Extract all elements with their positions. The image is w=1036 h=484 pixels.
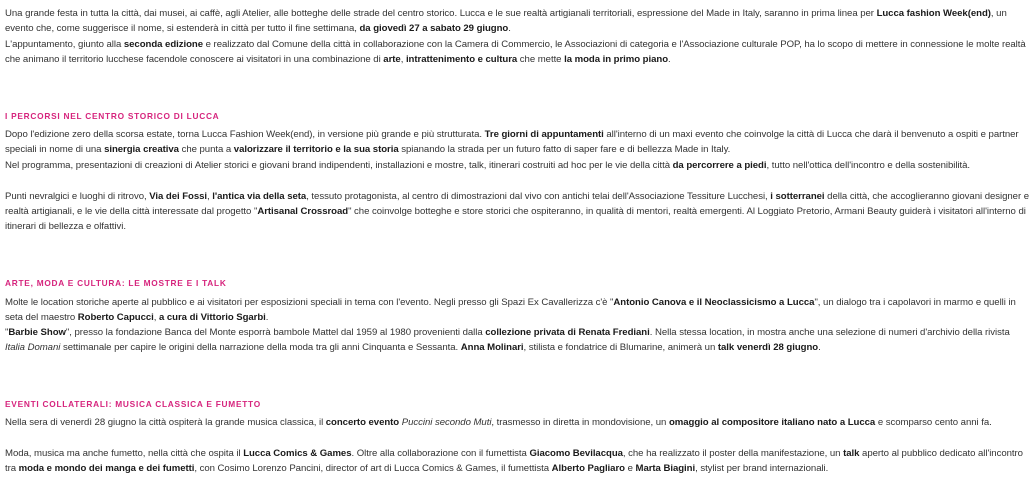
bold-text: i sotterranei (770, 191, 825, 202)
percorsi-paragraph-1 (5, 127, 1029, 157)
intro-paragraph-2 (5, 37, 1029, 67)
text-run: spianando la strada per un futuro fatto di saper fare e di bellezza Made in Italy. (398, 144, 731, 156)
text-run: . Oltre alla collaborazione con il fumettista (351, 448, 530, 459)
text-run: e realizzato dal Comune della città in collaborazione con la Camera di Commercio, le Associazioni di categoria e l'Associazione culturale POP, ha lo scopo di mettere in connessione le molte realtà che animano il territorio lucchese facendole conoscere ai visitatori in una combinazione di (5, 39, 1026, 66)
text-run: ", presso la fondazione Banca del Monte esporrà bambole Mattel dal 1959 al 1980 provenienti dalla (65, 327, 486, 338)
bold-text: Anna Molinari (460, 342, 524, 354)
text-run: che mette (517, 54, 565, 66)
text-run: " (5, 327, 9, 338)
bold-text: Lucca fashion Week(end) (876, 8, 991, 19)
text-run: e (624, 463, 636, 475)
bold-text: valorizzare il territorio e la sua storia (233, 144, 399, 156)
text-run: ", un dialogo tra i capolavori in marmo e quelli in seta del maestro (5, 297, 1016, 324)
bold-text: Tre giorni di appuntamenti (484, 129, 604, 140)
bold-text: da giovedì 27 a sabato 29 giugno (359, 23, 509, 35)
intro-paragraph-1 (5, 6, 1029, 36)
bold-text: Marta Biagini (635, 463, 696, 475)
text-run: . (668, 54, 671, 66)
text-run: aperto al pubblico dedicato all'incontro tra (5, 448, 1023, 475)
bold-text: Giacomo Bevilacqua (529, 448, 623, 459)
bold-text: arte (383, 54, 401, 66)
text-run: , tessuto protagonista, al centro di dimostrazioni dal vivo con antichi telai dell'Associazione Tessiture Lucchesi, (306, 191, 771, 202)
bold-text: Roberto Capucci (77, 312, 154, 324)
text-run: . (265, 312, 269, 324)
section-heading-arte-moda: ARTE, MODA E CULTURA: LE MOSTRE E I TALK (5, 278, 227, 288)
italic-text: Italia Domani (5, 342, 61, 354)
bold-text: a cura di Vittorio Sgarbi (159, 312, 266, 324)
text-run: , un evento che, come suggerisce il nome, si estenderà in città per tutto il fine settimana, (5, 8, 1007, 35)
text-run: . Nella stessa location, in mostra anche una selezione di numeri d'archivio della rivista (649, 327, 1010, 338)
bold-text: moda e mondo dei manga e dei fumetti (18, 463, 195, 475)
bold-text: omaggio al compositore italiano nato a Lucca (668, 417, 876, 428)
bold-text: Lucca Comics & Games (243, 448, 352, 459)
text-run: , stylist per brand internazionali. (695, 463, 829, 475)
text-run: Nel programma, presentazioni di creazioni di Atelier storici e giovani brand indipendenti, installazioni e mostre, talk, itinerari costruiti ad hoc per le vie della città (5, 160, 673, 171)
bold-text: intrattenimento e cultura (405, 54, 518, 66)
bold-text: la moda in primo piano (564, 54, 669, 66)
bold-text: l'antica via della seta (212, 191, 307, 202)
text-run: L'appuntamento, giunto alla (5, 39, 124, 50)
text-run: , trasmesso in diretta in mondovisione, un (491, 417, 669, 428)
bold-text: talk venerdì 28 giugno (717, 342, 819, 354)
text-run: . (818, 342, 821, 354)
text-run: Una grande festa in tutta la città, dai musei, ai caffè, agli Atelier, alle botteghe delle strade del centro storico. Lucca e le sue realtà artigianali territoriali, espressione del Made in Italy, saranno in prima linea per (5, 8, 877, 19)
percorsi-paragraph-2 (5, 158, 1029, 173)
bold-text: concerto evento (325, 417, 400, 428)
text-run: all'interno di un maxi evento che coinvolge la città di Lucca che darà il benvenuto a ospiti e partner speciali in nome di una (5, 129, 1019, 156)
text-run: , (207, 191, 213, 202)
text-run: Moda, musica ma anche fumetto, nella città che ospita il (5, 448, 244, 459)
text-run: Nella sera di venerdì 28 giugno la città ospiterà la grande musica classica, il (5, 417, 326, 428)
eventi-paragraph-2 (5, 446, 1029, 476)
bold-text: da percorrere a piedi (672, 160, 767, 171)
bold-text: Alberto Pagliaro (551, 463, 625, 475)
bold-text: collezione privata di Renata Frediani (485, 327, 650, 338)
text-run: Molte le location storiche aperte al pubblico e ai visitatori per esposizioni speciali in tema con l'evento. Negli presso gli Spazi Ex Cavallerizza c'è " (5, 297, 614, 308)
eventi-paragraph-1 (5, 415, 1029, 430)
bold-text: sinergia creativa (104, 144, 179, 156)
bold-text: Artisanal Crossroad (257, 206, 349, 218)
bold-text: seconda edizione (123, 39, 204, 50)
text-run: Punti nevralgici e luoghi di ritrovo, (5, 191, 150, 202)
text-run: , (400, 54, 406, 66)
text-run: e scomparso cento anni fa. (875, 417, 992, 428)
text-run: , (153, 312, 159, 324)
section-heading-eventi: EVENTI COLLATERALI: MUSICA CLASSICA E FUMETTO (5, 399, 261, 409)
bold-text: Barbie Show (8, 327, 66, 338)
percorsi-paragraph-3 (5, 189, 1029, 235)
italic-text: Puccini secondo Muti (401, 417, 492, 428)
bold-text: Via dei Fossi (149, 191, 208, 202)
text-run: , stilista e fondatrice di Blumarine, animerà un (523, 342, 718, 354)
section-heading-percorsi: I PERCORSI NEL CENTRO STORICO DI LUCCA (5, 111, 220, 121)
text-run: settimanale per capire le origini della narrazione della moda tra gli anni Cinquanta e Sessanta. (60, 342, 461, 354)
text-run: , con Cosimo Lorenzo Pancini, director of art di Lucca Comics & Games, il fumettista (194, 463, 552, 475)
arte-paragraph-1 (5, 295, 1029, 325)
text-run: che punta a (178, 144, 234, 156)
text-run: " che coinvolge botteghe e store storici che ospiteranno, in qualità di mentori, realtà emergenti. Al Loggiato Pretorio, Armani Beauty guiderà i visitatori all'interno di itinerari di bellezza e olfattivi. (5, 206, 1026, 233)
text-run: Dopo l'edizione zero della scorsa estate, torna Lucca Fashion Week(end), in versione più grande e più strutturata. (5, 129, 485, 140)
bold-text: talk (843, 448, 860, 459)
bold-text: Antonio Canova e il Neoclassicismo a Lucca (613, 297, 815, 308)
arte-paragraph-2 (5, 325, 1029, 355)
text-run: , tutto nell'ottica dell'incontro e della sostenibilità. (766, 160, 971, 171)
text-run: . (508, 23, 511, 35)
text-run: , che ha realizzato il poster della manifestazione, un (622, 448, 844, 459)
text-run: della città, che accoglieranno giovani designer e realtà artigianali, e le vie della città interessate dal progetto " (5, 191, 1029, 218)
